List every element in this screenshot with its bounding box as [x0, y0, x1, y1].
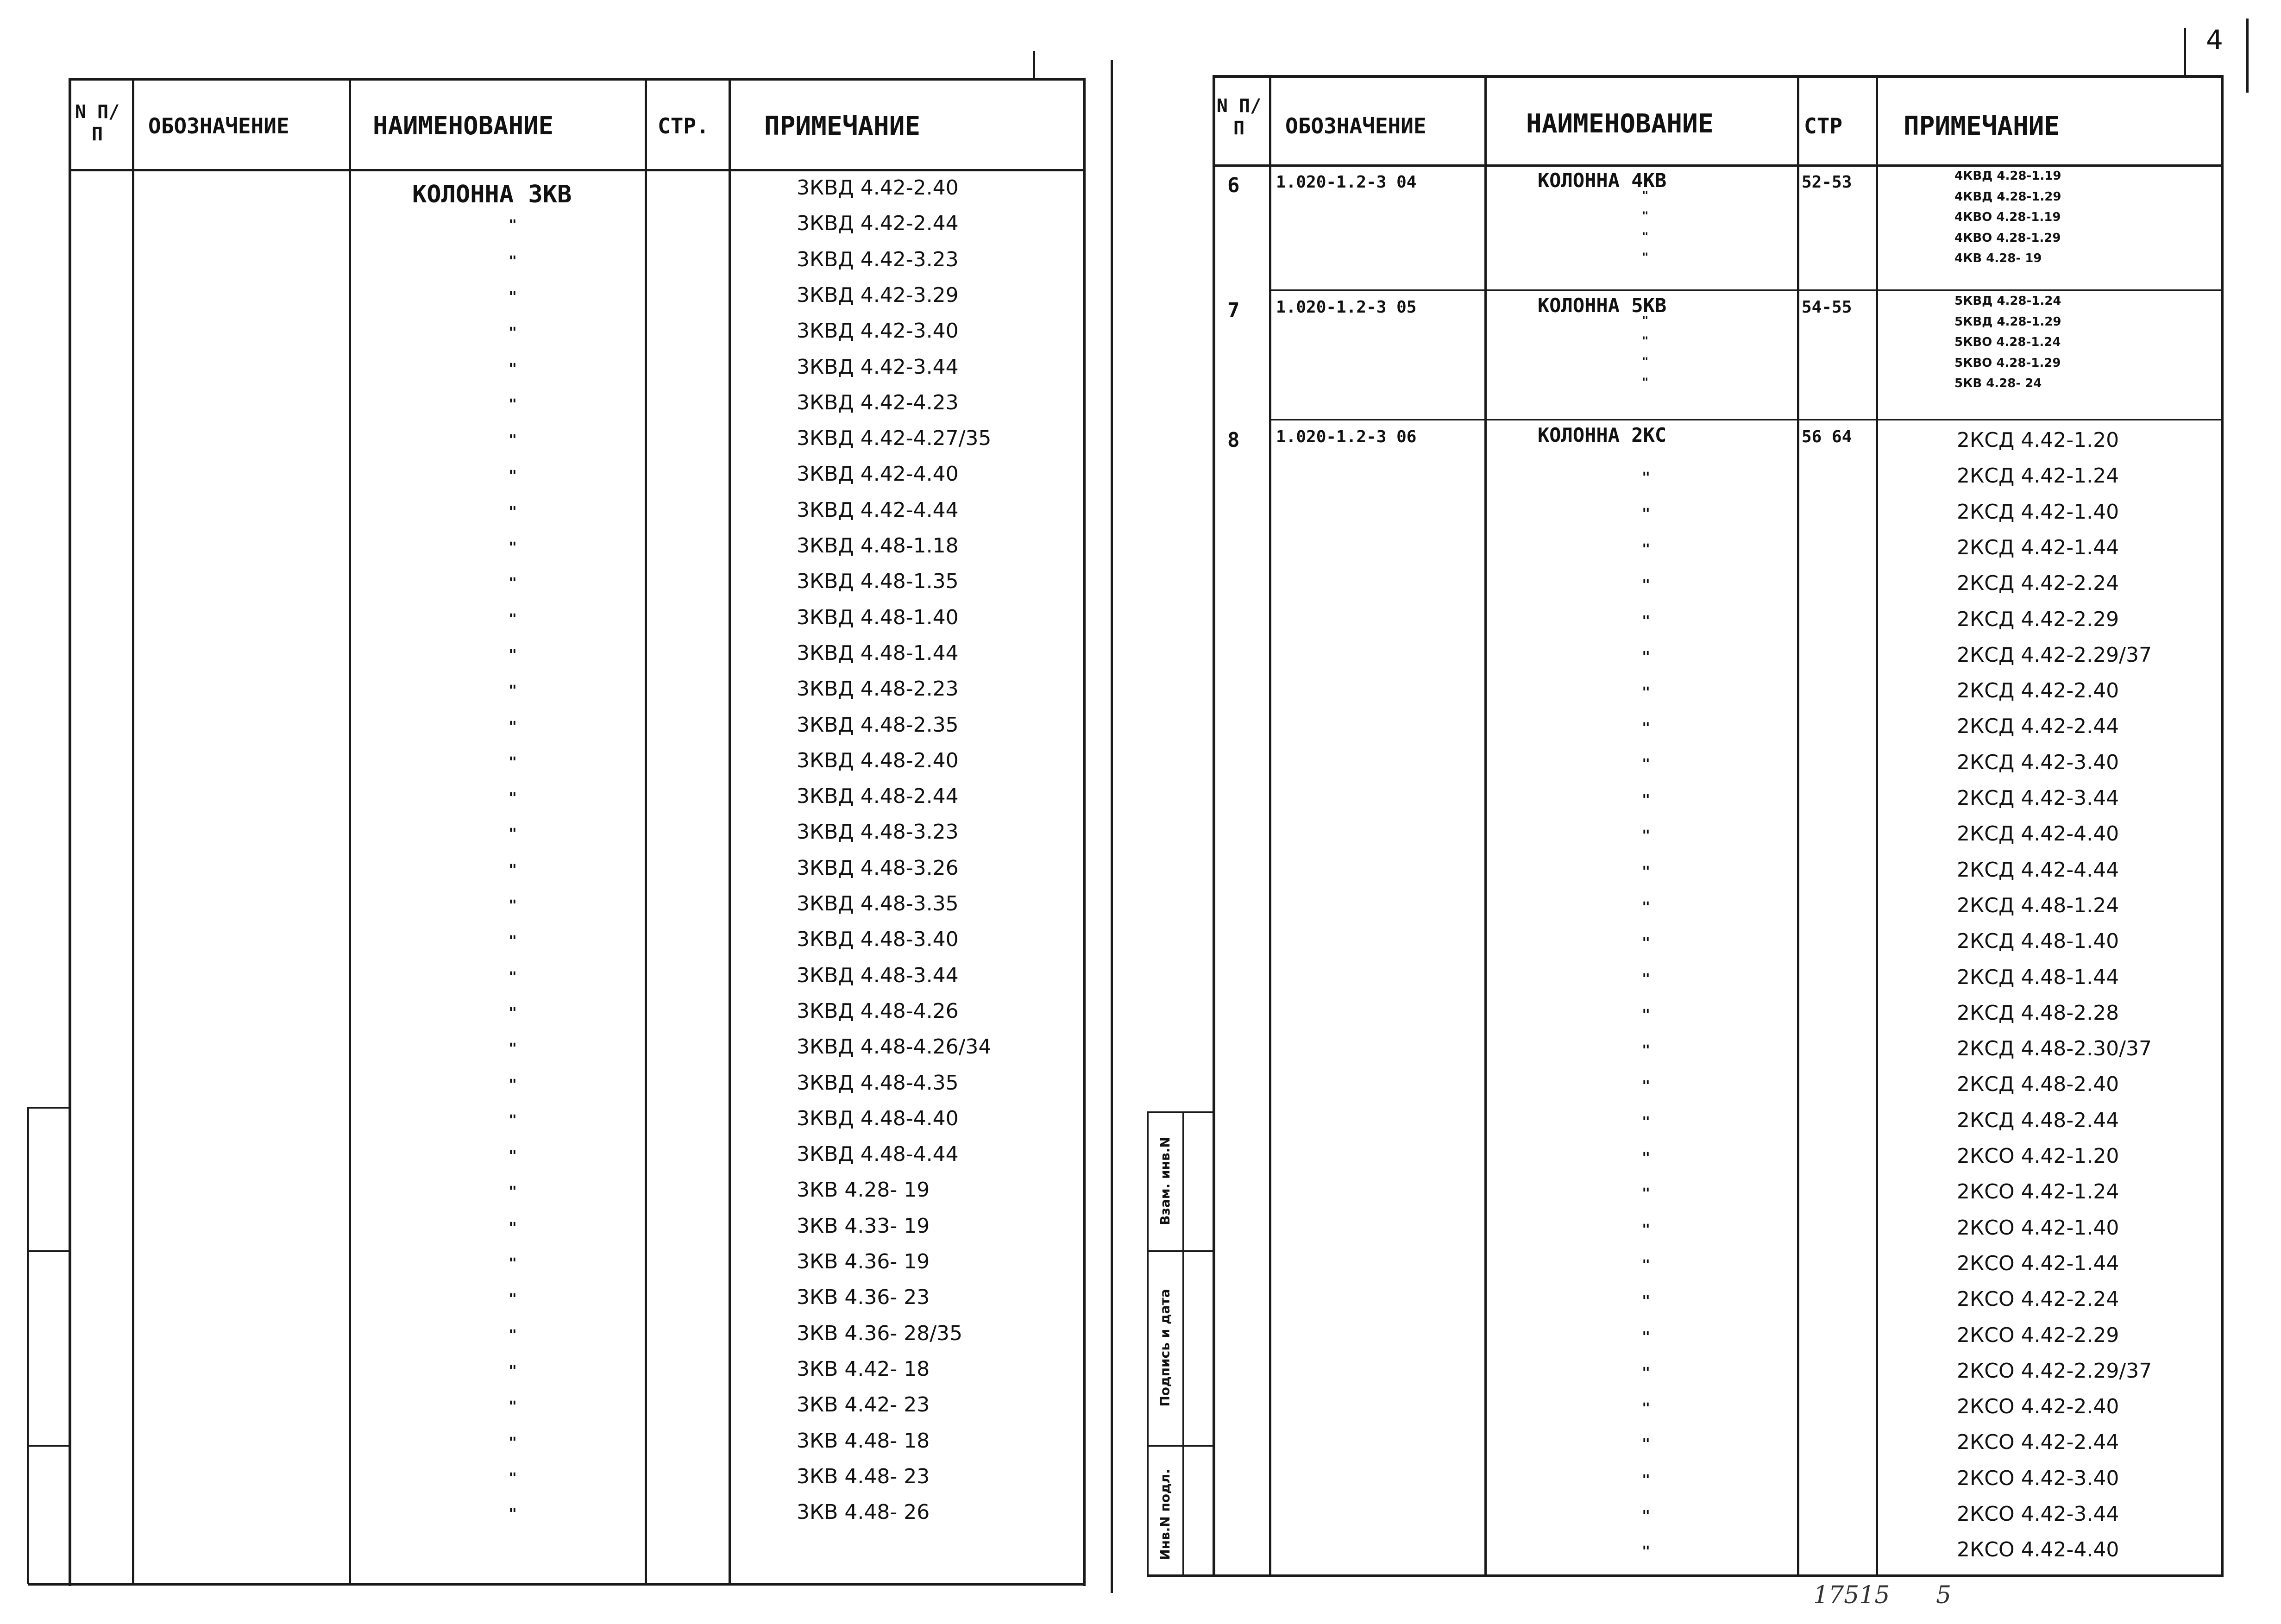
ditto-mark: "	[1642, 1472, 1651, 1488]
group-pages: 56 64	[1802, 427, 1852, 446]
ditto-mark: "	[1642, 1436, 1651, 1453]
ditto-mark: "	[509, 646, 517, 663]
note-item: 2КСД 4.42-2.29	[1957, 607, 2119, 631]
rule-line	[28, 1250, 69, 1252]
note-item: 2КСО 4.42-1.20	[1957, 1144, 2119, 1168]
ditto-mark: "	[1642, 541, 1651, 558]
ditto-mark: "	[509, 1004, 517, 1021]
group-name: КОЛОННА 2КС	[1538, 424, 1667, 446]
ditto-mark: "	[509, 790, 517, 807]
note-item: 3КВД 4.48-4.35	[797, 1071, 959, 1095]
note-item: 2КСО 4.42-3.44	[1957, 1502, 2119, 1526]
note-item: 3КВД 4.42-3.44	[797, 355, 959, 379]
ditto-mark: "	[1642, 648, 1651, 665]
rule-line	[1876, 75, 1878, 1574]
note-item: 2КСД 4.48-1.40	[1957, 929, 2119, 953]
note-item: 3КВД 4.48-4.44	[797, 1142, 959, 1166]
note-item: 3КВ 4.36- 23	[797, 1285, 930, 1310]
ditto-mark: "	[509, 754, 517, 771]
note-item: 2КСО 4.42-2.40	[1957, 1395, 2119, 1419]
rule-line	[645, 78, 647, 1585]
ditto-mark: "	[509, 360, 517, 377]
note-item: 2КСД 4.42-2.40	[1957, 679, 2119, 703]
ditto-mark: "	[1642, 188, 1649, 202]
ditto-mark: "	[509, 718, 517, 735]
note-item: 3КВД 4.48-1.40	[797, 605, 959, 629]
note-item: 3КВ 4.48- 23	[797, 1464, 930, 1488]
group-name: КОЛОННА 5КВ	[1538, 294, 1667, 317]
stamp-inv-podl: Инв.N подл.	[1157, 1468, 1173, 1560]
ditto-mark: "	[509, 933, 517, 950]
ditto-mark: "	[1642, 792, 1651, 808]
ditto-mark: "	[509, 1327, 517, 1343]
header-name: НАИМЕНОВАНИЕ	[373, 111, 554, 140]
note-item: 2КСД 4.42-2.44	[1957, 715, 2119, 739]
ditto-mark: "	[509, 288, 517, 305]
note-item: 4КВД 4.28-1.29	[1954, 189, 2061, 204]
note-item: 2КСД 4.42-3.40	[1957, 750, 2119, 774]
ditto-mark: "	[509, 611, 517, 627]
rule-line	[1269, 75, 1271, 1574]
ditto-mark: "	[509, 1470, 517, 1486]
note-item: 3КВД 4.42-2.44	[797, 212, 959, 236]
ditto-mark: "	[509, 325, 517, 341]
note-item: 3КВ 4.42- 23	[797, 1393, 930, 1417]
group-num: 7	[1227, 299, 1240, 322]
rule-line	[69, 78, 1084, 81]
note-item: 2КСО 4.42-1.40	[1957, 1216, 2119, 1240]
note-item: 3КВД 4.48-4.26/34	[797, 1035, 992, 1059]
note-item: 2КСД 4.42-4.44	[1957, 858, 2119, 882]
rule-line	[132, 78, 134, 1585]
rule-line	[28, 1445, 69, 1447]
note-item: 3КВД 4.42-2.40	[797, 176, 959, 200]
note-item: 5КВ 4.28- 24	[1954, 376, 2042, 390]
note-item: 5КВО 4.28-1.24	[1954, 335, 2061, 349]
ditto-mark: "	[1642, 1508, 1651, 1524]
note-item: 3КВД 4.48-3.26	[797, 856, 959, 880]
note-item: 2КСО 4.42-2.44	[1957, 1430, 2119, 1455]
rule-line	[1269, 289, 2223, 291]
ditto-mark: "	[1642, 1329, 1651, 1345]
ditto-mark: "	[1642, 1078, 1651, 1095]
ditto-mark: "	[1642, 577, 1651, 594]
rule-line	[27, 1107, 29, 1584]
note-item: 2КСД 4.48-1.24	[1957, 893, 2119, 917]
stamp-sign-date: Подпись и дата	[1157, 1288, 1173, 1407]
group-pages: 52-53	[1802, 173, 1852, 192]
note-item: 3КВ 4.42- 18	[797, 1357, 930, 1381]
note-item: 3КВД 4.48-3.23	[797, 820, 959, 844]
note-item: 3КВД 4.48-1.35	[797, 570, 959, 594]
header-designation: ОБОЗНАЧЕНИЕ	[148, 113, 289, 138]
rule-line	[1111, 60, 1113, 1593]
ditto-mark: "	[1642, 1114, 1651, 1130]
note-item: 5КВО 4.28-1.29	[1954, 356, 2061, 370]
ditto-mark: "	[1642, 1006, 1651, 1023]
stamp-inv-vzam: Взам. инв.N	[1157, 1136, 1173, 1225]
rule-line	[1149, 1574, 2223, 1577]
rule-line	[1033, 51, 1035, 79]
note-item: 3КВ 4.36- 19	[797, 1250, 930, 1273]
note-item: 3КВ 4.48- 26	[797, 1500, 930, 1524]
header-designation: ОБОЗНАЧЕНИЕ	[1285, 113, 1426, 138]
header-note: ПРИМЕЧАНИЕ	[764, 111, 921, 141]
note-item: 2КСО 4.42-2.29/37	[1957, 1359, 2152, 1383]
rule-line	[1269, 419, 2223, 420]
ditto-mark: "	[509, 396, 517, 413]
note-item: 3КВД 4.48-2.23	[797, 677, 959, 701]
ditto-mark: "	[1642, 720, 1651, 737]
ditto-mark: "	[509, 1112, 517, 1129]
ditto-mark: "	[1642, 470, 1651, 486]
note-item: 2КСО 4.42-3.40	[1957, 1466, 2119, 1490]
rule-line	[2221, 75, 2224, 1577]
ditto-mark: "	[1642, 1150, 1651, 1166]
note-item: 2КСД 4.48-2.40	[1957, 1072, 2119, 1097]
note-item: 2КСО 4.42-1.24	[1957, 1180, 2119, 1204]
note-item: 3КВД 4.42-4.44	[797, 498, 959, 522]
ditto-mark: "	[509, 826, 517, 842]
page-number: 4	[2206, 24, 2223, 56]
note-item: 2КСО 4.42-2.29	[1957, 1323, 2119, 1347]
note-item: 3КВД 4.48-2.40	[797, 748, 959, 772]
ditto-mark: "	[509, 897, 517, 914]
rule-line	[1083, 78, 1086, 1586]
ditto-mark: "	[1642, 505, 1651, 522]
ditto-mark: "	[509, 1041, 517, 1057]
ditto-mark: "	[1642, 971, 1651, 987]
note-item: 2КСД 4.42-1.40	[1957, 500, 2119, 524]
ditto-mark: "	[1642, 899, 1651, 915]
header-name: НАИМЕНОВАНИЕ	[1526, 109, 1714, 139]
ditto-mark: "	[1642, 1185, 1651, 1202]
note-item: 3КВД 4.48-3.35	[797, 892, 959, 915]
group-num: 6	[1227, 174, 1240, 197]
ditto-mark: "	[1642, 334, 1649, 347]
ditto-mark: "	[1642, 828, 1651, 844]
ditto-mark: "	[509, 539, 517, 556]
note-item: 4КВ 4.28- 19	[1954, 251, 2042, 265]
note-item: 2КСД 4.42-1.24	[1957, 464, 2119, 488]
ditto-mark: "	[509, 1255, 517, 1272]
note-item: 2КСО 4.42-2.24	[1957, 1287, 2119, 1311]
rule-line	[69, 78, 71, 1586]
header-page: СТР	[1804, 113, 1843, 138]
note-item: 3КВД 4.48-2.44	[797, 784, 959, 809]
item-name: КОЛОННА 3КВ	[412, 181, 572, 208]
note-item: 5КВД 4.28-1.24	[1954, 294, 2061, 308]
group-designation: 1.020-1.2-3 04	[1276, 173, 1417, 192]
ditto-mark: "	[1642, 1400, 1651, 1417]
note-item: 3КВД 4.48-3.44	[797, 963, 959, 987]
ditto-mark: "	[1642, 684, 1651, 701]
bottom-number: 17515	[1813, 1581, 1890, 1609]
note-item: 2КСО 4.42-4.40	[1957, 1538, 2119, 1562]
ditto-mark: "	[1642, 314, 1649, 327]
ditto-mark: "	[1642, 1543, 1651, 1560]
ditto-mark: "	[509, 1434, 517, 1451]
note-item: 3КВД 4.48-4.26	[797, 999, 959, 1023]
note-item: 3КВ 4.48- 18	[797, 1429, 930, 1453]
ditto-mark: "	[1642, 1221, 1651, 1238]
ditto-mark: "	[509, 1398, 517, 1415]
note-item: 3КВ 4.36- 28/35	[797, 1321, 963, 1345]
group-pages: 54-55	[1802, 298, 1852, 317]
rule-line	[1213, 75, 1215, 1577]
note-item: 3КВД 4.48-2.35	[797, 713, 959, 737]
ditto-mark: "	[509, 1219, 517, 1236]
note-item: 3КВД 4.42-4.23	[797, 390, 959, 414]
rule-line	[1213, 75, 2223, 78]
ditto-mark: "	[1642, 209, 1649, 222]
bottom-sheet: 5	[1936, 1581, 1952, 1609]
note-item: 3КВД 4.48-1.18	[797, 534, 959, 558]
note-item: 4КВО 4.28-1.29	[1954, 231, 2061, 245]
note-item: 2КСД 4.42-3.44	[1957, 786, 2119, 810]
ditto-mark: "	[1642, 1257, 1651, 1273]
note-item: 2КСД 4.42-2.24	[1957, 571, 2119, 596]
rule-line	[2184, 28, 2186, 75]
note-item: 2КСД 4.48-2.30/37	[1957, 1037, 2152, 1061]
rule-line	[1213, 164, 2223, 167]
ditto-mark: "	[509, 969, 517, 985]
ditto-mark: "	[509, 468, 517, 484]
header-num: N П/П	[75, 101, 120, 145]
header-num: N П/П	[1216, 95, 1262, 139]
note-item: 2КСД 4.48-2.44	[1957, 1108, 2119, 1132]
rule-line	[1484, 75, 1487, 1574]
ditto-mark: "	[509, 1148, 517, 1165]
note-item: 3КВД 4.42-3.29	[797, 283, 959, 307]
ditto-mark: "	[509, 575, 517, 592]
ditto-mark: "	[1642, 863, 1651, 880]
ditto-mark: "	[1642, 935, 1651, 952]
ditto-mark: "	[509, 1362, 517, 1379]
note-item: 2КСД 4.42-1.20	[1957, 428, 2119, 452]
ditto-mark: "	[509, 683, 517, 699]
header-note: ПРИМЕЧАНИЕ	[1904, 111, 2060, 141]
note-item: 4КВД 4.28-1.19	[1954, 169, 2061, 183]
ditto-mark: "	[1642, 355, 1649, 368]
ditto-mark: "	[1642, 613, 1651, 629]
ditto-mark: "	[1642, 1364, 1651, 1381]
ditto-mark: "	[1642, 230, 1649, 243]
group-num: 8	[1227, 428, 1240, 452]
note-item: 3КВД 4.42-4.40	[797, 462, 959, 486]
ditto-mark: "	[1642, 251, 1649, 263]
note-item: 2КСО 4.42-1.44	[1957, 1251, 2119, 1275]
ditto-mark: "	[509, 861, 517, 878]
ditto-mark: "	[1642, 1042, 1651, 1059]
note-item: 2КСД 4.42-2.29/37	[1957, 643, 2152, 667]
note-item: 5КВД 4.28-1.29	[1954, 314, 2061, 329]
ditto-mark: "	[509, 1291, 517, 1308]
note-item: 3КВ 4.33- 19	[797, 1214, 930, 1238]
rule-line	[69, 169, 1084, 171]
rule-line	[2246, 19, 2249, 93]
rule-line	[349, 78, 351, 1585]
rule-line	[1797, 75, 1799, 1574]
note-item: 3КВД 4.42-3.40	[797, 319, 959, 343]
rule-line	[729, 78, 731, 1585]
note-item: 3КВД 4.48-3.40	[797, 928, 959, 952]
note-item: 2КСД 4.48-1.44	[1957, 965, 2119, 989]
note-item: 4КВО 4.28-1.19	[1954, 210, 2061, 224]
note-item: 3КВ 4.28- 19	[797, 1178, 930, 1202]
group-designation: 1.020-1.2-3 06	[1276, 427, 1417, 446]
note-item: 2КСД 4.48-2.28	[1957, 1001, 2119, 1025]
note-item: 2КСД 4.42-1.44	[1957, 535, 2119, 559]
header-page: СТР.	[658, 113, 709, 138]
rule-line	[28, 1107, 69, 1109]
note-item: 3КВД 4.42-3.23	[797, 247, 959, 271]
note-item: 3КВД 4.48-4.40	[797, 1106, 959, 1130]
note-item: 2КСД 4.42-4.40	[1957, 822, 2119, 846]
ditto-mark: "	[509, 217, 517, 234]
rule-line	[28, 1583, 1084, 1586]
ditto-mark: "	[509, 253, 517, 270]
group-name: КОЛОННА 4КВ	[1538, 169, 1667, 192]
ditto-mark: "	[1642, 1293, 1651, 1310]
ditto-mark: "	[509, 432, 517, 449]
note-item: 3КВД 4.42-4.27/35	[797, 426, 992, 451]
ditto-mark: "	[509, 1184, 517, 1200]
ditto-mark: "	[1642, 756, 1651, 772]
note-item: 3КВД 4.48-1.44	[797, 641, 959, 665]
ditto-mark: "	[509, 503, 517, 520]
group-designation: 1.020-1.2-3 05	[1276, 298, 1417, 317]
ditto-mark: "	[509, 1506, 517, 1523]
ditto-mark: "	[509, 1076, 517, 1093]
ditto-mark: "	[1642, 376, 1649, 389]
